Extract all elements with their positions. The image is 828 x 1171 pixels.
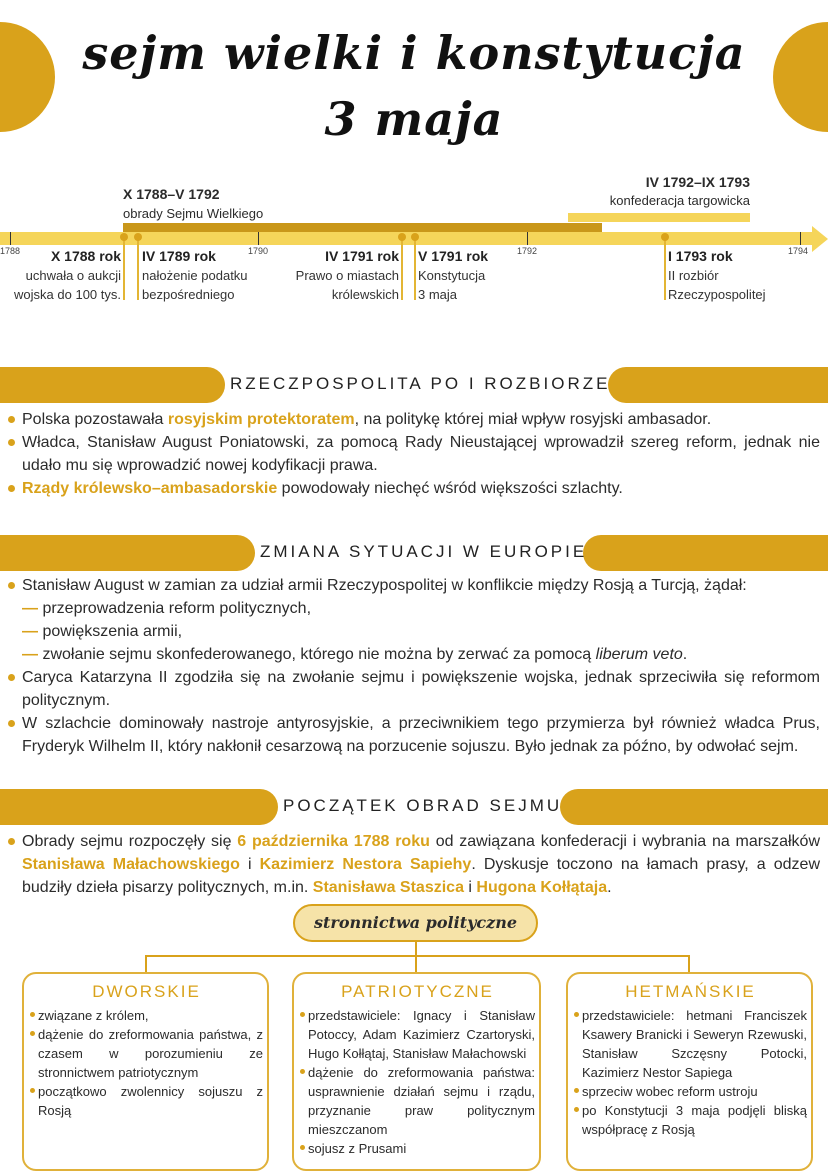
event-date: X 1788 rok [50, 248, 121, 264]
event-pin [664, 236, 666, 300]
arrow-icon [812, 226, 828, 252]
span-bar-sejm [123, 223, 602, 232]
event-date: I 1793 rok [668, 248, 733, 264]
event-text: królewskich [331, 287, 399, 302]
event-date: IV 1789 rok [142, 248, 216, 264]
event-text: nałożenie podatku [142, 268, 248, 283]
event-text: bezpośredniego [142, 287, 235, 302]
section-title: ZMIANA SYTUACJI W EUROPIE [260, 542, 588, 561]
section-title: POCZĄTEK OBRAD SEJMU [283, 796, 563, 815]
faction-box-dworskie [22, 972, 269, 1171]
faction-item: po Konstytucji 3 maja podjęli bliską współpracę z Rosją [574, 1101, 807, 1139]
faction-name: PATRIOTYCZNE [341, 982, 494, 1001]
section-header [0, 535, 828, 571]
connector [415, 955, 417, 972]
bullet: Polska pozostawała rosyjskim protektoratem, na politykę której miał wpływ rosyjski ambasador. [8, 408, 820, 431]
event-text: II rozbiór [668, 268, 719, 283]
span-range: IV 1792–IX 1793 [645, 174, 750, 190]
faction-name: DWORSKIE [92, 982, 201, 1001]
event [668, 247, 766, 304]
event-text: wojska do 100 tys. [14, 287, 121, 302]
year-label: 1792 [517, 246, 538, 256]
event [14, 247, 121, 304]
bullet: W szlachcie dominowały nastroje antyrosyjskie, a przeciwnikiem tego przymierza był również władca Prus, Fryderyk Wilhelm II, który nakłonił cesarzową na porzucenie sojuszu. Było jednak za późno, by odwołać sejm. [8, 712, 820, 758]
tick [527, 232, 528, 245]
event-text: 3 maja [418, 287, 458, 302]
year-label: 1788 [0, 246, 21, 256]
year-label: 1790 [248, 246, 269, 256]
year-label: 1794 [788, 246, 809, 256]
bullet: Władca, Stanisław August Poniatowski, za pomocą Rady Nieustającej wprowadził szereg reform, jednak nie udało mu się wprowadzić nowej kodyfikacji prawa. [8, 431, 820, 477]
faction-item: sprzeciw wobec reform ustroju [574, 1082, 807, 1101]
faction-item: przedstawiciele: Ignacy i Stanisław Potoccy, Adam Kazimierz Czartoryski, Hugo Kołłątaj, Stanisław Małachowski [300, 1006, 535, 1063]
faction-item: związane z królem, [30, 1006, 263, 1025]
bullet: Stanisław August w zamian za udział armii Rzeczypospolitej w konflikcie między Rosją a Turcją, żądał: [8, 574, 820, 597]
section-header [0, 367, 828, 403]
connector [145, 955, 689, 957]
event-date: V 1791 rok [418, 248, 489, 264]
bullet: Caryca Katarzyna II zgodziła się na zwołanie sejmu i powiększenie wojska, jednak sprzeciwiła się reformom politycznym. [8, 666, 820, 712]
tick [10, 232, 11, 245]
span-label: konfederacja targowicka [609, 193, 750, 208]
event-text: Prawo o miastach [295, 268, 399, 283]
event-date: IV 1791 rok [325, 248, 399, 264]
section-header [0, 789, 828, 825]
page-subtitle: 3 maja [324, 92, 504, 146]
section-body [8, 830, 820, 899]
connector [415, 942, 417, 956]
faction-item: sojusz z Prusami [300, 1139, 535, 1158]
event-pin [401, 236, 403, 300]
factions-title: stronnictwa polityczne [293, 904, 538, 942]
section-title: RZECZPOSPOLITA PO I ROZBIORZE [230, 374, 611, 393]
event-pin [414, 236, 416, 300]
span-bar-targowica [568, 213, 750, 222]
event [296, 247, 399, 304]
tick [258, 232, 259, 245]
dash-item: — powiększenia armii, [22, 623, 183, 640]
bullet: Rządy królewsko–ambasadorskie powodowały niechęć wśród większości szlachty. [8, 477, 820, 500]
faction-item: przedstawiciele: hetmani Franciszek Ksawery Branicki i Seweryn Rzewuski, Stanisław Szczęsny Potocki, Kazimierz Nestor Sapiega [574, 1006, 807, 1082]
faction-item: początkowo zwolennicy sojuszu z Rosją [30, 1082, 263, 1120]
event-text: uchwała o aukcji [25, 268, 121, 283]
connector [688, 955, 690, 972]
faction-box-hetmanskie [566, 972, 813, 1171]
page-title: sejm wielki i konstytucja [82, 26, 746, 80]
event-text: Konstytucja [418, 268, 486, 283]
faction-name: HETMAŃSKIE [625, 982, 756, 1001]
dash-item: — zwołanie sejmu skonfederowanego, którego nie można by zerwać za pomocą liberum veto. [22, 646, 688, 663]
event-pin [123, 236, 125, 300]
faction-item: dążenie do zreformowania państwa, z czasem w porozumieniu ze stronnictwem patriotycznym [30, 1025, 263, 1082]
faction-box-patriotyczne [292, 972, 541, 1171]
event [418, 247, 488, 304]
span-label: obrady Sejmu Wielkiego [123, 206, 264, 221]
connector [145, 955, 147, 972]
event [142, 247, 248, 304]
event-text: Rzeczypospolitej [668, 287, 766, 302]
bullet: Obrady sejmu rozpoczęły się 6 października 1788 roku od zawiązana konfederacji i wybrania na marszałków Stanisława Małachowskiego i Kazimierz Nestora Sapiehy. Dyskusje toczono na łamach prasy, a odzew budziły dzieła pisarzy politycznych, m.in. Stanisława Staszica i Hugona Kołłątaja. [8, 830, 820, 899]
event-pin [137, 236, 139, 300]
dash-item: — przeprowadzenia reform politycznych, [22, 600, 312, 617]
section-body [8, 574, 820, 758]
faction-item: dążenie do zreformowania państwa: usprawnienie działań sejmu i rządu, przyznanie praw politycznym mieszczanom [300, 1063, 535, 1139]
section-body [8, 408, 820, 500]
tick [800, 232, 801, 245]
span-range: X 1788–V 1792 [123, 186, 220, 202]
